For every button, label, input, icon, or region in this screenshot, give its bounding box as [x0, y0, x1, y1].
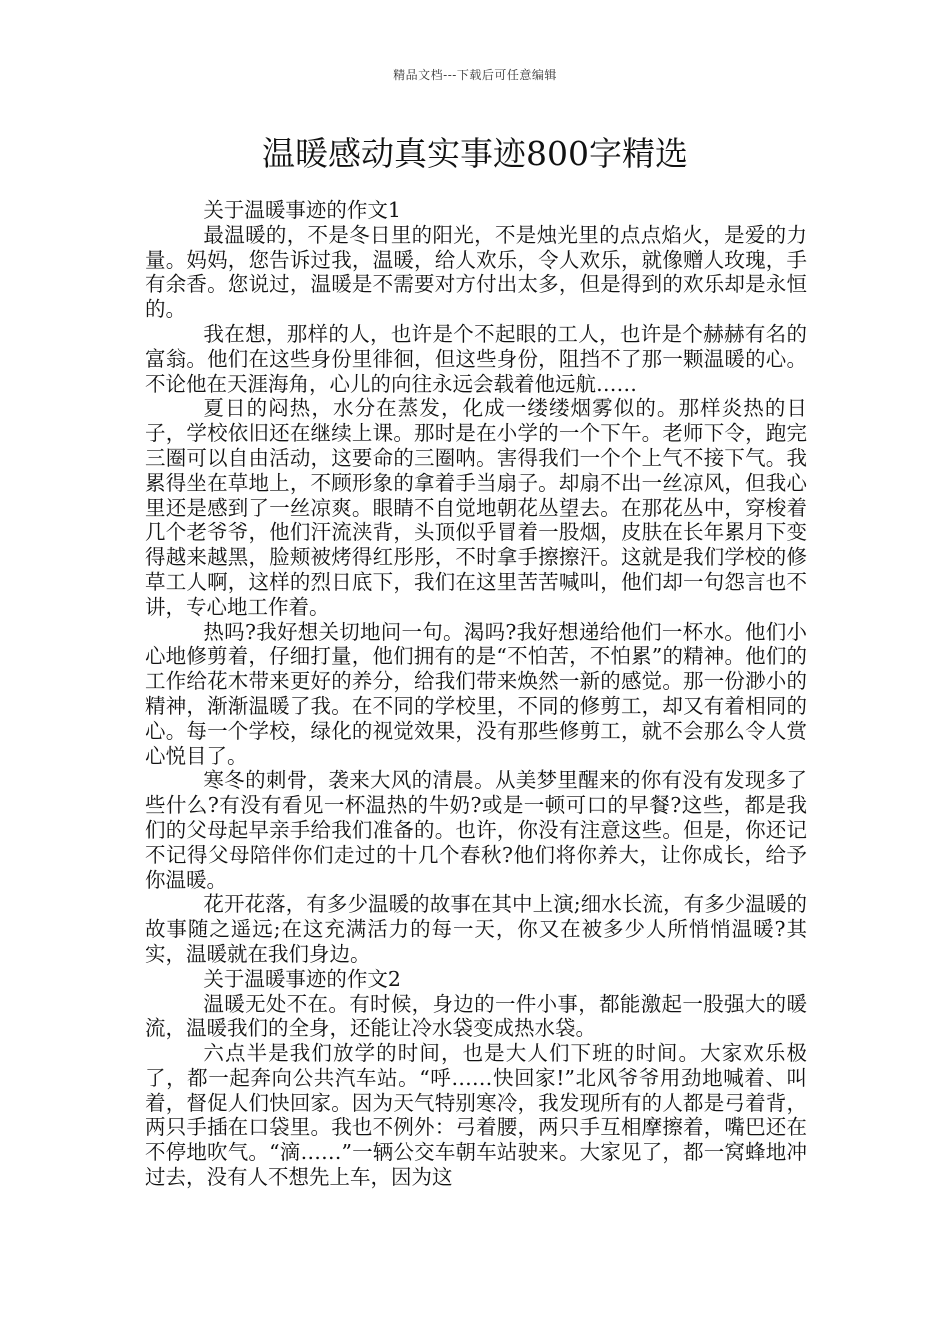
paragraph: 最温暖的，不是冬日里的阳光，不是烛光里的点点焰火，是爱的力量。妈妈，您告诉过我，温暖，给人欢乐，令人欢乐，就像赠人玫瑰，手有余香。您说过，温暖是不需要对方付出太多，但是得到的欢乐却是永恒的。: [145, 222, 807, 322]
paragraph: 热吗?我好想关切地问一句。渴吗?我好想递给他们一杯水。他们小心地修剪着，仔细打量，他们拥有的是“不怕苦，不怕累”的精神。他们的工作给花木带来更好的养分，给我们带来焕然一新的感觉。那一份渺小的精神，渐渐温暖了我。在不同的学校里，不同的修剪工，却又有着相同的心。每一个学校，绿化的视觉效果，没有那些修剪工，就不会那么令人赏心悦目了。: [145, 619, 807, 768]
paragraph: 六点半是我们放学的时间，也是大人们下班的时间。大家欢乐极了，都一起奔向公共汽车站。“呼……快回家!”北风爷爷用劲地喊着、叫着，督促人们快回家。因为天气特别寒冷，我发现所有的人都是弓着背，两只手插在口袋里。我也不例外：弓着腰，两只手互相摩擦着，嘴巴还在不停地吹气。“滴……”一辆公交车朝车站驶来。大家见了，都一窝蜂地冲过去，没有人不想先上车，因为这: [145, 1041, 807, 1190]
document-body: [145, 198, 807, 1190]
paragraph: 夏日的闷热，水分在蒸发，化成一缕缕烟雾似的。那样炎热的日子，学校依旧还在继续上课。那时是在小学的一个下午。老师下令，跑完三圈可以自由活动，这要命的三圈呐。害得我们一个个上气不接下气。我累得坐在草地上，不顾形象的拿着手当扇子。却扇不出一丝凉风，但我心里还是感到了一丝凉爽。眼睛不自觉地朝花丛望去。在那花丛中，穿梭着几个老爷爷，他们汗流浃背，头顶似乎冒着一股烟，皮肤在长年累月下变得越来越黑，脸颊被烤得红彤彤，不时拿手擦擦汗。这就是我们学校的修草工人啊，这样的烈日底下，我们在这里苦苦喊叫，他们却一句怨言也不讲，专心地工作着。: [145, 396, 807, 619]
section-heading: 关于温暖事迹的作文2: [203, 966, 401, 991]
paragraph: 温暖无处不在。有时候，身边的一件小事，都能激起一股强大的暖流，温暖我们的全身，还能让冷水袋变成热水袋。: [145, 991, 807, 1041]
document-title: 温暖感动真实事迹800字精选: [262, 134, 688, 173]
paragraph: 我在想，那样的人，也许是个不起眼的工人，也许是个赫赫有名的富翁。他们在这些身份里徘徊，但这些身份，阻挡不了那一颗温暖的心。不论他在天涯海角，心儿的向往永远会载着他远航……: [145, 321, 807, 396]
paragraph: 花开花落，有多少温暖的故事在其中上演;细水长流，有多少温暖的故事随之遥远;在这充满活力的每一天，你又在被多少人所悄悄温暖?其实，温暖就在我们身边。: [145, 892, 807, 966]
paragraph: 寒冬的刺骨，袭来大风的清晨。从美梦里醒来的你有没有发现多了些什么?有没有看见一杯温热的牛奶?或是一顿可口的早餐?这些，都是我们的父母起早亲手给我们准备的。也许，你没有注意这些。但是，你还记不记得父母陪伴你们走过的十几个春秋?他们将你养大，让你成长，给予你温暖。: [145, 768, 807, 892]
header-note: 精品文档---下载后可任意编辑: [393, 68, 557, 82]
section-heading: 关于温暖事迹的作文1: [203, 198, 401, 222]
